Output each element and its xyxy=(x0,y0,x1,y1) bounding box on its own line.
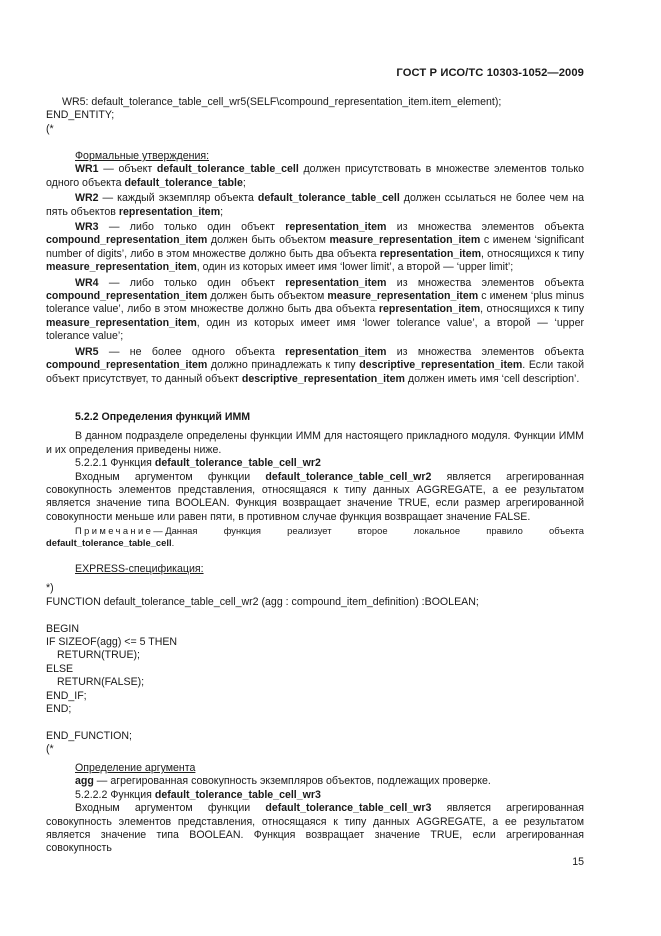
subsection-5-2-2-2-text: Входным аргументом функции default_tolerance_table_cell_wr3 является агрегированная совокупность элементов представления, относящаяся к типу данных AGGREGATE, а ее результатом является значение типа BOOLEAN. Функция возвращает значение TRUE, если агрегированная совокупность xyxy=(46,802,584,855)
code-fragment-top xyxy=(46,96,584,136)
note-block xyxy=(46,525,584,549)
rule-wr4: WR4 — либо только один объект representation_item из множества элементов объекта compound_representation_item должен быть объектом measure_representation_item с именем ‘plus minus tolerance value’, либо в этом множестве должно быть два объекта representation_item, относящихся к типу measure_representation_item, один из которых имеет имя ‘lower tolerance value’, а второй — ‘upper tolerance value’; xyxy=(46,276,584,343)
express-line-1: *) xyxy=(46,582,54,595)
note-word-4: второе xyxy=(357,525,388,536)
express-line-5: IF SIZEOF(agg) <= 5 THEN xyxy=(46,636,178,649)
note-entity: default_tolerance_table_cell xyxy=(46,537,172,548)
note-word-6: правило xyxy=(486,525,523,536)
note-word-3: реализует xyxy=(287,525,332,536)
note-word-2: функция xyxy=(223,525,261,536)
express-line-4: BEGIN xyxy=(46,622,79,635)
code-line-comment-open: (* xyxy=(46,122,54,135)
note-word-5: локальное xyxy=(413,525,461,536)
express-line-9: END_IF; xyxy=(46,689,87,702)
express-line-8: RETURN(FALSE); xyxy=(57,676,145,689)
code-line-wr5: WR5: default_tolerance_table_cell_wr5(SELF\compound_representation_item.item_element); xyxy=(62,96,502,108)
section-intro: В данном подразделе определены функции ИММ для настоящего прикладного модуля. Функции ИММ и их определения приведены ниже. xyxy=(46,430,584,456)
express-line-13: (* xyxy=(46,743,54,756)
subsection-5-2-2-2-title: 5.2.2.2 Функция default_tolerance_table_cell_wr3 xyxy=(75,788,321,801)
express-line-7: ELSE xyxy=(46,662,74,675)
express-line-11 xyxy=(46,716,584,729)
section-5-2-2 xyxy=(46,411,584,524)
argument-title: Определение аргумента xyxy=(75,762,196,774)
argument-agg: agg — агрегированная совокупность экземпляров объектов, подлежащих проверке. xyxy=(75,775,491,788)
argument-definition xyxy=(46,762,584,856)
section-heading: 5.2.2 Определения функций ИММ xyxy=(75,411,251,423)
express-line-3 xyxy=(46,609,584,622)
page-number: 15 xyxy=(572,856,584,868)
rule-wr1: WR1 — объект default_tolerance_table_cell должен присутствовать в множестве элементов только одного объекта default_tolerance_table; xyxy=(46,163,585,189)
note-line xyxy=(46,525,584,537)
express-line-6: RETURN(TRUE); xyxy=(57,649,140,662)
rule-wr2: WR2 — каждый экземпляр объекта default_tolerance_table_cell должен ссылаться не более чем на пять объектов representation_item; xyxy=(46,192,584,218)
note-word-7: объекта xyxy=(549,525,584,536)
subsection-5-2-2-1-text: Входным аргументом функции default_tolerance_table_cell_wr2 является агрегированная совокупность элементов представления, относящаяся к типу данных AGGREGATE, а ее результатом является значение типа BOOLEAN. Функция возвращает значение TRUE, если размер агрегированной совокупности меньше или равен пяти, в противном случае функция возвращает значение FALSE. xyxy=(46,470,584,523)
express-title: EXPRESS-спецификация: xyxy=(75,563,204,575)
standard-header: ГОСТ Р ИСО/ТС 10303-1052—2009 xyxy=(396,67,584,79)
express-line-10: END; xyxy=(46,703,72,716)
express-line-12: END_FUNCTION; xyxy=(46,729,132,742)
formal-propositions xyxy=(46,150,584,386)
express-specification xyxy=(46,563,584,757)
express-line-2: FUNCTION default_tolerance_table_cell_wr2 (agg : compound_item_definition) :BOOLEAN; xyxy=(46,595,479,608)
note-entity-line: default_tolerance_table_cell. xyxy=(46,537,175,548)
formal-propositions-title: Формальные утверждения: xyxy=(75,150,210,162)
subsection-5-2-2-1-title: 5.2.2.1 Функция default_tolerance_table_cell_wr2 xyxy=(75,457,321,470)
rule-wr5: WR5 — не более одного объекта representation_item из множества элементов объекта compound_representation_item должно принадлежать к типу descriptive_representation_item. Если такой объект присутствует, то данный объект descriptive_representation_item должен иметь имя ‘cell description’. xyxy=(46,345,584,385)
code-line-end-entity: END_ENTITY; xyxy=(46,109,115,122)
rule-wr3: WR3 — либо только один объект representation_item из множества элементов объекта compound_representation_item должен быть объектом measure_representation_item с именем ‘significant number of digits’, либо в этом множестве должно быть два объекта representation_item, относящихся к типу measure_representation_item, один из которых имеет имя ‘lower limit’, а второй — ‘upper limit’; xyxy=(46,221,585,274)
note-label: Примечание xyxy=(75,525,154,536)
note-word-1: — Данная xyxy=(153,525,198,536)
